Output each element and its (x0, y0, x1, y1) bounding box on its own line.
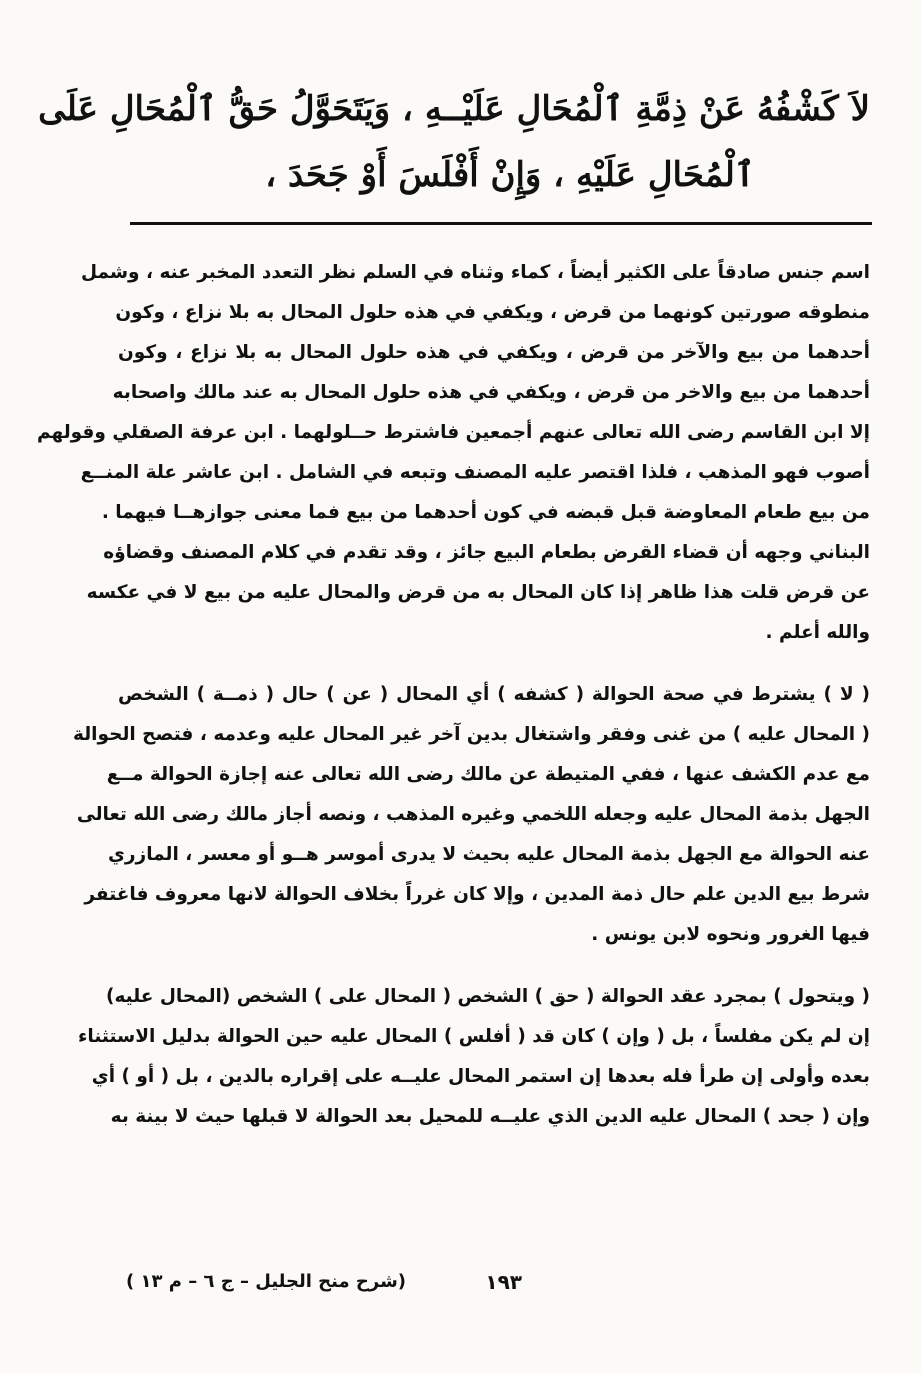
text-line: البناني وجهه أن قضاء القرض بطعام البيع جائز ، وقد تقدم في كلام المصنف وقضاؤه (103, 542, 870, 563)
commentary-body (37, 253, 870, 1137)
paragraph (37, 253, 870, 653)
header-divider (130, 222, 872, 225)
text-line: الجهل بذمة المحال عليه وجعله اللخمي وغيره المذهب ، ونصه أجاز مالك رضى الله تعالى (76, 804, 870, 825)
matn-line: لاَ كَشْفُهُ عَنْ ذِمَّةِ ٱلْمُحَالِ عَلَيْــهِ ، وَيَتَحَوَّلُ حَقُّ ٱلْمُحَالِ عَلَى (38, 89, 870, 129)
text-line: أصوب فهو المذهب ، فلذا اقتصر عليه المصنف وتبعه في الشامل . ابن عاشر علة المنــع (80, 462, 870, 483)
text-line: فيها الغرور ونحوه لابن يونس . (591, 924, 870, 945)
text-line: والله أعلم . (765, 622, 870, 643)
text-line: من بيع طعام المعاوضة قبل قبضه في كون أحدهما من بيع فما معنى جوازهــا فيهما . (101, 502, 870, 523)
text-line: ( ويتحول ) بمجرد عقد الحوالة ( حق ) الشخص ( المحال على ) الشخص (المحال عليه) (105, 986, 870, 1007)
text-line: عن قرض قلت هذا ظاهر إذا كان المحال به من قرض والمحال عليه من بيع لا في عكسه (86, 582, 870, 603)
text-line: أحدهما من بيع والاخر من قرض ، ويكفي في هذه حلول المحال به عند مالك واصحابه (112, 382, 870, 403)
matn-header (38, 76, 870, 208)
text-line: إن لم يكن مفلساً ، بل ( وإن ) كان قد ( أفلس ) المحال عليه حين الحوالة بدليل الاستثناء (77, 1026, 870, 1047)
text-line: بعده وأولى إن طرأ فله بعدها إن استمر المحال عليــه على إقراره بالدين ، بل ( أو ) أي (91, 1066, 870, 1087)
matn-line: ٱلْمُحَالِ عَلَيْهِ ، وَإِنْ أَفْلَسَ أَوْ جَحَدَ ، (265, 155, 755, 195)
book-reference: (شرح منح الجليل – ج ٦ – م ١٣ ) (126, 1271, 407, 1292)
page-number: ١٩٣ (485, 1270, 522, 1294)
text-line: ( المحال عليه ) من غنى وفقر واشتغال بدين آخر غير المحال عليه وعدمه ، فتصح الحوالة (73, 724, 870, 745)
text-line: مع عدم الكشف عنها ، ففي المتيطة عن مالك رضى الله تعالى عنه إجازة الحوالة مــع (106, 764, 870, 785)
paragraph (73, 675, 870, 955)
text-line: أحدهما من بيع والآخر من قرض ، ويكفي في هذه حلول المحال به بلا نزاع ، وكون (118, 342, 870, 363)
text-line: عنه الحوالة مع الجهل بذمة المحال عليه بحيث لا يدرى أموسر هــو أو معسر ، المازري (107, 844, 870, 865)
text-line: ( لا ) يشترط في صحة الحوالة ( كشفه ) أي المحال ( عن ) حال ( ذمــة ) الشخص (118, 684, 870, 705)
text-line: وإن ( جحد ) المحال عليه الدين الذي عليــه للمحيل بعد الحوالة لا قبلها حيث لا بينة به (110, 1106, 870, 1127)
text-line: اسم جنس صادقاً على الكثير أيضاً ، كماء وثناه في السلم نظر التعدد المخبر عنه ، وشمل (80, 262, 870, 283)
page-footer (122, 1262, 870, 1302)
text-line: شرط بيع الدين علم حال ذمة المدين ، وإلا كان غرراً بخلاف الحوالة لانها معروف فاغتفر (84, 884, 870, 905)
text-line: منطوقه صورتين كونهما من قرض ، ويكفي في هذه حلول المحال به بلا نزاع ، وكون (115, 302, 870, 323)
text-line: إلا ابن القاسم رضى الله تعالى عنهم أجمعين فاشترط حــلولهما . ابن عرفة الصقلي وقولهم (37, 422, 870, 443)
paragraph (77, 977, 870, 1137)
